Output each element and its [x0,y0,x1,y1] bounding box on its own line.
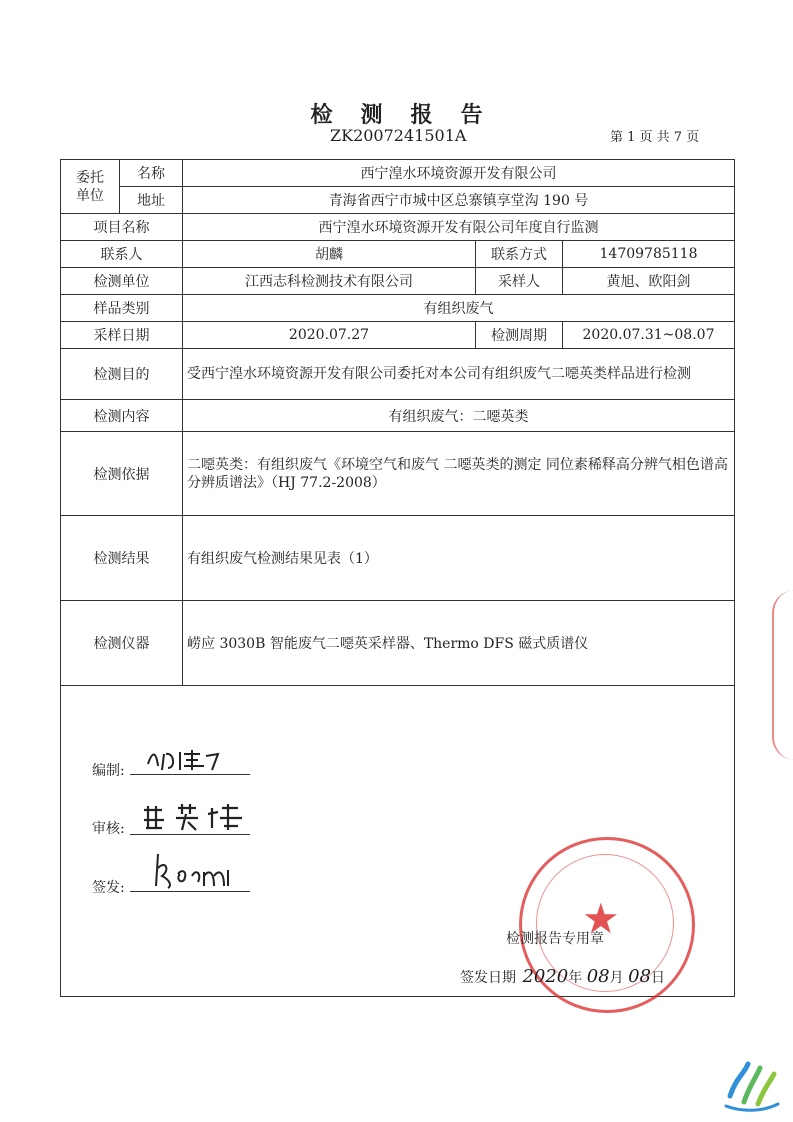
sampling-date-label: 采样日期 [61,322,183,349]
issue-date-day: 08 [628,966,651,987]
content-value: 有组织废气：二噁英类 [183,400,735,432]
page-info: 第 1 页 共 7 页 [610,130,700,145]
client-address-value: 青海省西宁市城中区总寨镇享堂沟 190 号 [183,187,735,214]
sample-type-label: 样品类别 [61,295,183,322]
issue-date-year: 2020 [522,966,569,987]
purpose-value: 受西宁湟水环境资源开发有限公司委托对本公司有组织废气二噁英类样品进行检测 [183,349,735,400]
company-logo-icon [722,1058,782,1114]
lab-label: 检测单位 [61,268,183,295]
client-name-value: 西宁湟水环境资源开发有限公司 [183,160,735,187]
compile-signature-line [130,774,250,775]
client-name-label: 名称 [120,160,183,187]
sample-type-value: 有组织废气 [183,295,735,322]
sampling-date-value: 2020.07.27 [183,322,476,349]
report-title: 检测报告 [310,102,511,128]
result-label: 检测结果 [61,516,183,601]
compile-signature [140,744,235,774]
client-address-row [61,187,735,214]
issue-date-day-suffix: 日 [650,970,665,986]
issue-date [460,966,665,987]
review-signature [138,800,253,834]
instrument-label: 检测仪器 [61,601,183,686]
instrument-row [61,601,735,686]
contact-row [61,241,735,268]
result-value: 有组织废气检测结果见表（1） [183,516,735,601]
issue-date-year-suffix: 年 [568,970,583,986]
project-label: 项目名称 [61,214,183,241]
purpose-label: 检测目的 [61,349,183,400]
sample-type-row [61,295,735,322]
review-signature-line [130,834,250,835]
instrument-value: 崂应 3030B 智能废气二噁英采样器、Thermo DFS 磁式质谱仪 [183,601,735,686]
project-row [61,214,735,241]
review-label: 审核: [92,821,125,837]
test-period-label: 检测周期 [476,322,563,349]
issue-date-month-suffix: 月 [609,970,624,986]
issue-label: 签发: [92,880,125,896]
stamp-star-icon: ★ [582,894,620,943]
sampler-value: 黄旭、欧阳剑 [563,268,735,295]
edge-seal [772,590,793,760]
client-address-label: 地址 [120,187,183,214]
report-number: ZK2007241501A [330,126,467,145]
compile-label: 编制: [92,763,125,779]
contact-phone-label: 联系方式 [476,241,563,268]
purpose-row [61,349,735,400]
issue-signature [148,846,248,894]
stamp-note: 检测报告专用章 [506,931,604,947]
basis-value: 二噁英类：有组织废气《环境空气和废气 二噁英类的测定 同位素稀释高分辨气相色谱高分辨质谱法》（HJ 77.2-2008） [183,432,735,516]
contact-value: 胡麟 [183,241,476,268]
basis-label: 检测依据 [61,432,183,516]
test-period-value: 2020.07.31~08.07 [563,322,735,349]
contact-phone-value: 14709785118 [563,241,735,268]
client-name-row [61,160,735,187]
basis-row [61,432,735,516]
client-group-label: 委托单位 [61,160,120,214]
content-row [61,400,735,432]
dates-row [61,322,735,349]
issue-date-month: 08 [586,966,610,987]
issue-date-label: 签发日期 [460,970,516,986]
sampler-label: 采样人 [476,268,563,295]
content-label: 检测内容 [61,400,183,432]
lab-row [61,268,735,295]
result-row [61,516,735,601]
contact-label: 联系人 [61,241,183,268]
project-value: 西宁湟水环境资源开发有限公司年度自行监测 [183,214,735,241]
lab-value: 江西志科检测技术有限公司 [183,268,476,295]
